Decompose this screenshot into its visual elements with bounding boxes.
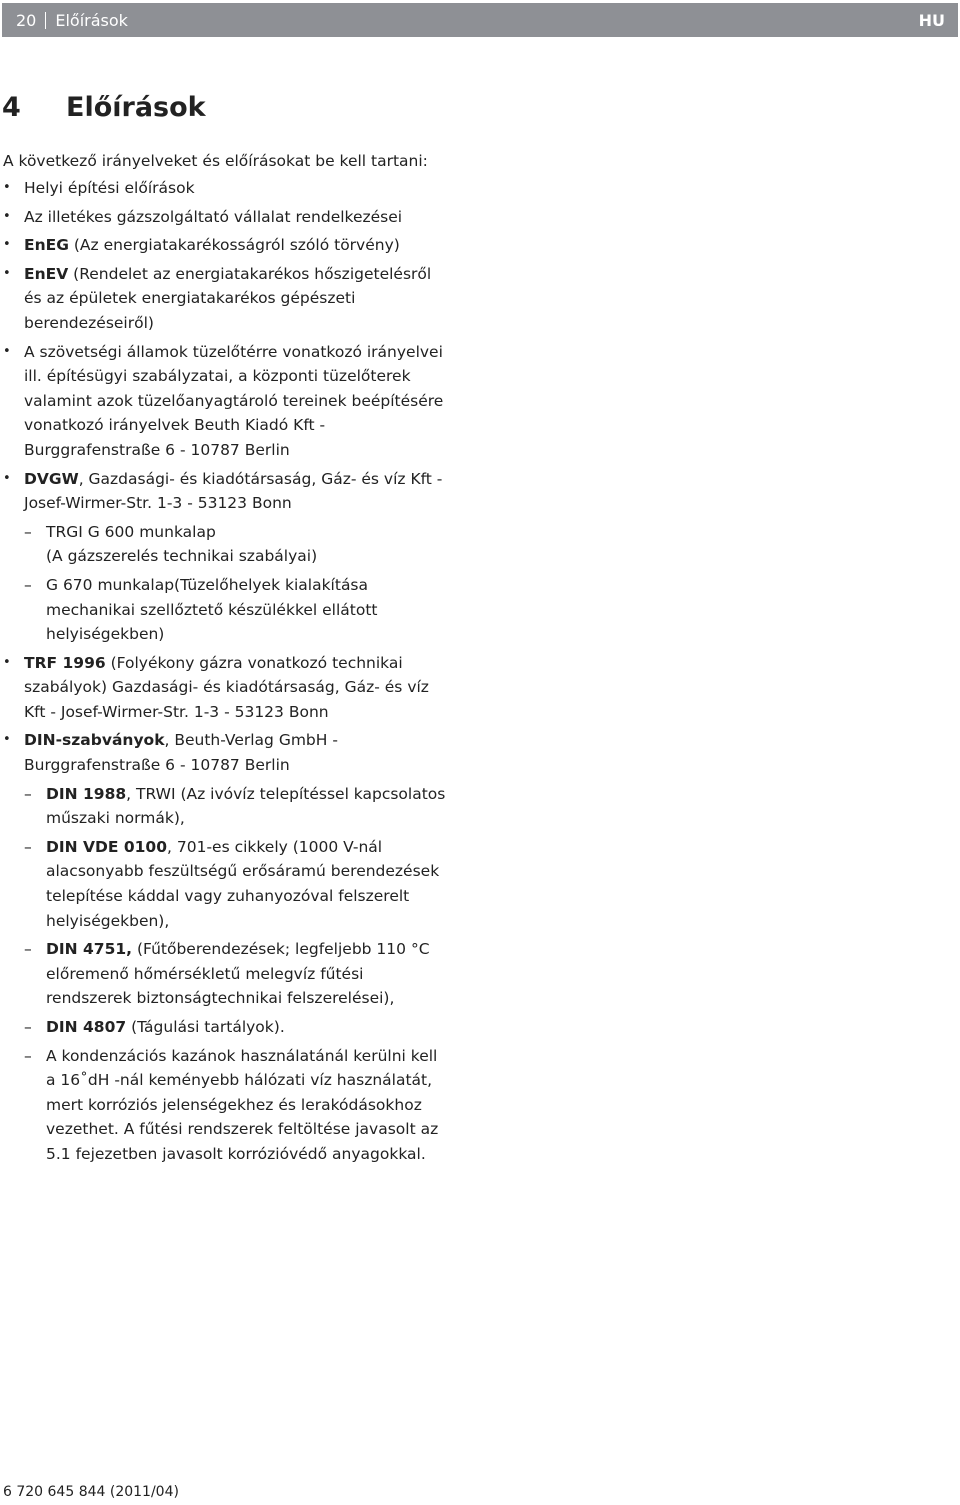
item-text-line: rendszerek biztonságtechnikai felszerelései),: [46, 989, 395, 1008]
din-sublist: [24, 782, 473, 1167]
item-text-line: [46, 937, 473, 962]
item-bold-term: DIN-szabványok: [24, 731, 165, 750]
sublist-item: [24, 573, 473, 647]
intro-paragraph: A következő irányelveket és előírásokat be kell tartani:: [3, 152, 428, 170]
item-text-line: – G 670 munkalap(Tüzelőhelyek kialakítása: [46, 575, 369, 594]
item-text-line: • A szövetségi államok tüzelőtérre vonatkozó irányelvei: [24, 342, 443, 361]
regulations-list-container: [3, 176, 473, 1171]
item-text-line: Burggrafenstraße 6 - 10787 Berlin: [24, 440, 290, 459]
item-text-line: alacsonyabb feszültségű erősáramú berendezések: [46, 862, 440, 881]
item-text-line: (A gázszerelés technikai szabályai): [46, 547, 318, 566]
item-bold-term: DIN 4807: [46, 1018, 127, 1036]
item-text: , TRWI (Az ivóvíz telepítéssel kapcsolatos: [126, 784, 446, 803]
document-number-footer: 6 720 645 844 (2011/04): [3, 1484, 179, 1500]
list-item: [3, 651, 473, 725]
item-text-line: • Helyi építési előírások: [24, 179, 195, 197]
item-bold-term: TRF 1996: [24, 653, 106, 672]
item-text-line: [46, 835, 473, 860]
sublist-item: [24, 520, 473, 569]
item-text-line: szabályok) Gazdasági- és kiadótársaság, Gáz- és víz: [24, 678, 429, 697]
item-text-line: berendezéseiről): [24, 313, 154, 332]
item-text-line: [24, 728, 473, 753]
item-text-line: vezethet. A fűtési rendszerek feltöltése javasolt az: [46, 1120, 439, 1139]
item-text-line: mert korróziós jelenségekhez és lerakódásokhoz: [46, 1095, 422, 1114]
header-separator: [45, 12, 46, 29]
item-text-line: [24, 651, 473, 676]
item-text-line: Kft - Josef-Wirmer-Str. 1-3 - 53123 Bonn: [24, 702, 329, 721]
list-item: [3, 205, 473, 230]
item-text-line: Josef-Wirmer-Str. 1-3 - 53123 Bonn: [24, 494, 292, 513]
item-text-line: a 16˚dH -nál keményebb hálózati víz használatát,: [46, 1071, 433, 1090]
list-item: [3, 176, 473, 201]
item-bold-term: DVGW: [24, 469, 79, 488]
item-text-line: mechanikai szellőztető készülékkel ellátott: [46, 600, 378, 619]
item-text-line: [24, 262, 473, 287]
list-item: [3, 262, 473, 336]
sublist-item: [24, 835, 473, 933]
item-text-line: ill. építésügyi szabályzatai, a központi tüzelőterek: [24, 367, 411, 386]
item-text: , Gazdasági- és kiadótársaság, Gáz- és víz Kft -: [78, 469, 443, 488]
item-bold-term: DIN 1988: [46, 784, 127, 803]
item-text-line: helyiségekben): [46, 625, 165, 644]
chapter-number: 4: [2, 92, 21, 123]
item-text: , 701-es cikkely (1000 V-nál: [167, 837, 383, 856]
dvgw-sublist: [24, 520, 473, 647]
page-header-bar: [2, 3, 958, 37]
item-bold-term: DIN VDE 0100: [46, 837, 167, 856]
list-item: [3, 233, 473, 258]
item-text-line: 5.1 fejezetben javasolt korrózióvédő anyagokkal.: [46, 1144, 426, 1163]
item-text-line: • Az illetékes gázszolgáltató vállalat rendelkezései: [24, 207, 403, 226]
item-text-line: [24, 233, 473, 258]
sublist-item: [24, 1044, 473, 1167]
item-text-line: – TRGI G 600 munkalap: [46, 522, 216, 541]
sublist-item: [24, 1015, 473, 1040]
list-item: [3, 340, 473, 463]
item-bold-term: DIN 4751,: [46, 940, 133, 959]
chapter-title-text: Előírások: [66, 92, 206, 123]
sublist-item: [24, 782, 473, 831]
header-section-title: Előírások: [55, 10, 128, 30]
item-text: (Az energiatakarékosságról szóló törvény): [68, 236, 400, 255]
item-text-line: és az épületek energiatakarékos gépészeti: [24, 289, 356, 308]
item-text-line: – A kondenzációs kazánok használatánál kerülni kell: [46, 1046, 438, 1065]
item-text: , Beuth-Verlag GmbH -: [164, 731, 338, 750]
item-text-line: [46, 782, 473, 807]
item-text-line: valamint azok tüzelőanyagtároló tereinek beépítésére: [24, 391, 444, 410]
item-text-line: [46, 1015, 473, 1040]
item-text: (Folyékony gázra vonatkozó technikai: [105, 653, 403, 672]
list-item: [3, 728, 473, 1166]
item-bold-term: EnEV: [24, 264, 69, 283]
item-text-line: Burggrafenstraße 6 - 10787 Berlin: [24, 756, 290, 775]
page-number: 20: [16, 10, 37, 30]
language-code: HU: [918, 10, 945, 30]
regulations-list: [3, 176, 473, 1167]
item-text-line: előremenő hőmérsékletű melegvíz fűtési: [46, 964, 364, 983]
chapter-title: [2, 88, 206, 128]
item-bold-term: EnEG: [24, 236, 69, 255]
item-text-line: telepítése káddal vagy zuhanyozóval felszerelt: [46, 887, 410, 906]
list-item: [3, 467, 473, 647]
sublist-item: [24, 937, 473, 1011]
item-text-line: műszaki normák),: [46, 809, 185, 828]
item-text-line: helyiségekben),: [46, 911, 170, 930]
item-text: (Fűtőberendezések; legfeljebb 110 °C: [132, 940, 430, 959]
item-text-line: [24, 467, 473, 492]
item-text-line: vonatkozó irányelvek Beuth Kiadó Kft -: [24, 416, 326, 435]
item-text: (Rendelet az energiatakarékos hőszigetelésről: [68, 264, 432, 283]
item-text: (Tágulási tartályok).: [126, 1018, 285, 1036]
